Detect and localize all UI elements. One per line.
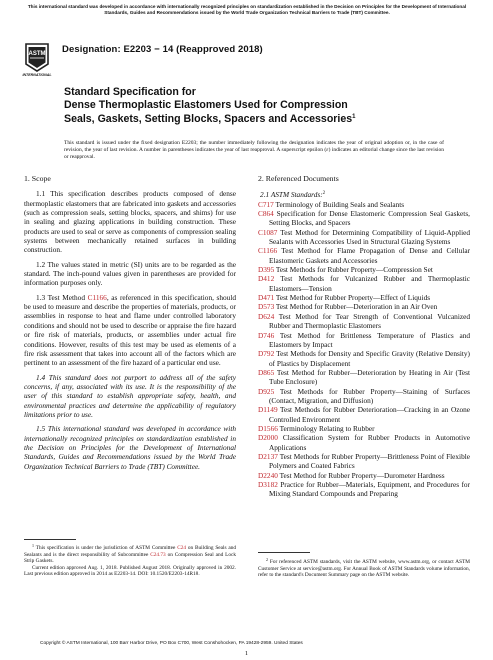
reference-title: Test Method for Rubber—Deterioration by Heating in Air (Test Tube Enclosure) <box>269 367 470 387</box>
reference-title: Test Methods for Vulcanized Rubber and Thermoplastic Elastomers—Tension <box>269 274 470 293</box>
reference-title: Test Methods for Rubber Property—Compression Set <box>274 265 433 275</box>
reference-item <box>258 293 470 302</box>
reference-title: Test Method for Flame Propagation of Dense and Cellular Elastomeric Gaskets and Accessories <box>269 246 470 265</box>
reference-code-link[interactable]: D792 <box>258 349 275 359</box>
reference-item <box>258 200 470 209</box>
standard-issuance-note: This standard is issued under the fixed designation E2203; the number immediately following the designation indicates the year of original adoption or, in the case of revision, the year of last revision. A number in parentheses indicates the year of last reapproval. A superscript epsilon (ε) indicates an editorial change since the last revision or reapproval. <box>64 140 444 160</box>
reference-item <box>258 312 470 331</box>
reference-code-link[interactable]: D746 <box>258 330 275 340</box>
reference-code-link[interactable]: D3182 <box>258 480 278 489</box>
tbt-notice: This international standard was developed in accordance with internationally recognized principles on standardization established in the Decision on Principles for the Development of International Standards, Guides and Recommendations issued by the World Trade Organization Technical Barriers to Trade (TBT) Committee. <box>27 4 467 16</box>
reference-code-link[interactable]: D1149 <box>258 405 278 415</box>
reference-item <box>258 480 470 499</box>
c24-link[interactable]: C24 <box>177 545 187 551</box>
reference-title: Terminology of Building Seals and Sealants <box>273 199 405 209</box>
scope-para-1-1: 1.1 This specification describes products composed of dense thermoplastic elastomers that are fabricated into gaskets and accessories (such as compression seals, setting blocks, spacers, and shims) for use in sealing and glazing applications in building construction. These products are used to seal or serve as components of compression sealing systems between mechanically retained surfaces in building construction. <box>24 189 236 255</box>
reference-title: Practice for Rubber—Materials, Equipment, and Procedures for Mixing Standard Compounds and Preparing <box>269 480 470 499</box>
reference-item <box>258 209 470 228</box>
footnote-1: $^1$ This specification is under the jurisdiction of ASTM Committee C24 on Building Seals and Sealants and is the direct responsibility of Subcommittee C24.73 on Compression Seal and Lock Strip Gaskets. Current edition approved Aug. 1, 2018. Published August 2018. Originally approved in 2002. Last previous edition approved in 2014 as E2203-14. DOI: 10.1520/E2203-14R18. <box>24 543 236 577</box>
reference-code-link[interactable]: D925 <box>258 386 275 396</box>
reference-item <box>258 331 470 350</box>
reference-item <box>258 349 470 368</box>
reference-title: Test Methods for Rubber Property—Brittleness Point of Flexible Polymers and Coated Fabrics <box>269 451 470 471</box>
reference-item <box>258 246 470 265</box>
scope-para-1-2: 1.2 The values stated in metric (SI) units are to be regarded as the standard. The inch-pound values given in parentheses are provided for information purposes only. <box>24 259 236 288</box>
reference-code-link[interactable]: C1087 <box>258 227 278 237</box>
reference-code-link[interactable]: D395 <box>258 265 275 275</box>
footnote-2: $^2$ For referenced ASTM standards, visit the ASTM website, www.astm.org, or contact ASTM Customer Service at service@astm.org. For Annual Book of ASTM Standards volume information, refer to the standard's Document Summary page on the ASTM website. <box>258 557 470 578</box>
reference-item <box>258 387 470 406</box>
reference-item <box>258 424 470 433</box>
reference-item <box>258 433 470 452</box>
astm-standards-intro: 2.1 ASTM Standards:$^2$ <box>260 190 326 200</box>
reference-item <box>258 302 470 311</box>
reference-code-link[interactable]: D2000 <box>258 433 278 443</box>
reference-item <box>258 265 470 274</box>
title-line-3: Seals, Gaskets, Setting Blocks, Spacers and Accessories$^1$ <box>64 113 356 125</box>
page-number: 1 <box>244 650 249 657</box>
reference-title: Test Method for Rubber—Deterioration in an Air Oven <box>274 302 438 312</box>
title-line-1: Standard Specification for <box>64 86 196 98</box>
reference-title: Test Methods for Rubber Property—Staining of Surfaces (Contact, Migration, and Diffusion) <box>269 386 470 405</box>
reference-title: Test Method for Determining Compatibility of Liquid-Applied Sealants with Accessories Used in Structural Glazing Systems <box>269 227 470 247</box>
footnote-rule-left <box>24 539 76 540</box>
reference-title: Test Methods for Rubber Deterioration—Cracking in an Ozone Controlled Environment <box>269 405 470 424</box>
footnote-rule-right <box>258 552 310 553</box>
right-column <box>258 174 470 499</box>
reference-code-link[interactable]: C1166 <box>258 246 278 256</box>
reference-code-link[interactable]: C864 <box>258 209 274 219</box>
svg-text:ASTM: ASTM <box>28 51 46 57</box>
title-line-2: Dense Thermoplastic Elastomers Used for Compression <box>64 98 348 111</box>
reference-code-link[interactable]: D573 <box>258 302 275 312</box>
reference-item <box>258 471 470 480</box>
logo-caption: INTERNATIONAL <box>22 73 52 77</box>
reference-list <box>258 200 470 499</box>
reference-title: Test Methods for Density and Specific Gravity (Relative Density) of Plastics by Displacement <box>269 349 470 368</box>
astm-logo <box>22 40 52 80</box>
reference-code-link[interactable]: D865 <box>258 367 275 377</box>
reference-code-link[interactable]: D624 <box>258 311 275 321</box>
reference-item <box>258 452 470 471</box>
reference-item <box>258 368 470 387</box>
scope-para-1-4: 1.4 This standard does not purport to address all of the safety concerns, if any, associated with its use. It is the responsibility of the user of this standard to establish appropriate safety, health, and environmental practices and determine the applicability of regulatory limitations prior to use. <box>24 372 236 419</box>
reference-code-link[interactable]: C717 <box>258 199 274 209</box>
reference-title: Terminology Relating to Rubber <box>277 423 375 433</box>
document-title <box>64 86 444 126</box>
reference-code-link[interactable]: D1566 <box>258 423 278 433</box>
reference-code-link[interactable]: D471 <box>258 293 275 303</box>
reference-title: Test Method for Tear Strength of Conventional Vulcanized Rubber and Thermoplastic Elastomers <box>269 311 470 331</box>
reference-title: Specification for Dense Elastomeric Compression Seal Gaskets, Setting Blocks, and Spacers <box>269 209 470 228</box>
reference-code-link[interactable]: D412 <box>258 274 275 284</box>
reference-code-link[interactable]: D2240 <box>258 470 278 480</box>
title-footnote-mark: 1 <box>352 114 356 120</box>
scope-para-1-3: 1.3 Test Method C1166, as referenced in this specification, should be used to measure and describe the properties of materials, products, or assemblies in response to heat and flame under controlled laboratory conditions and should not be used to describe or appraise the fire hazard or fire risk of materials, products, or assemblies under actual fire conditions. However, results of this test may be used as elements of a fire risk assessment that takes into account all of the factors which are pertinent to an assessment of the fire hazard of a particular end use. <box>24 292 236 368</box>
reference-item <box>258 405 470 424</box>
reference-item <box>258 274 470 293</box>
scope-para-1-5: 1.5 This international standard was developed in accordance with internationally recognized principles on standardization established in the Decision on Principles for the Development of International Standards, Guides and Recommendations issued by the World Trade Organization Technical Barriers to Trade (TBT) Committee. <box>24 424 236 471</box>
reference-item <box>258 228 470 247</box>
designation: Designation: E2203 − 14 (Reapproved 2018) <box>62 44 263 55</box>
reference-title: Classification System for Rubber Products in Automotive Applications <box>269 433 470 452</box>
c24-73-link[interactable]: C24.73 <box>150 551 166 558</box>
references-heading: 2. Referenced Documents <box>258 174 339 183</box>
left-column <box>24 174 236 476</box>
reference-title: Test Method for Rubber Property—Durometer Hardness <box>277 470 445 480</box>
reference-title: Test Method for Brittleness Temperature of Plastics and Elastomers by Impact <box>269 330 470 349</box>
reference-title: Test Method for Rubber Property—Effect of Liquids <box>274 293 431 303</box>
c1166-link[interactable]: C1166 <box>87 292 107 302</box>
reference-code-link[interactable]: D2137 <box>258 451 278 461</box>
scope-heading: 1. Scope <box>24 174 51 183</box>
copyright-notice: Copyright © ASTM International, 100 Barr Harbor Drive, PO Box C700, West Conshohocken, PA 19428-2959. United States <box>40 641 303 646</box>
